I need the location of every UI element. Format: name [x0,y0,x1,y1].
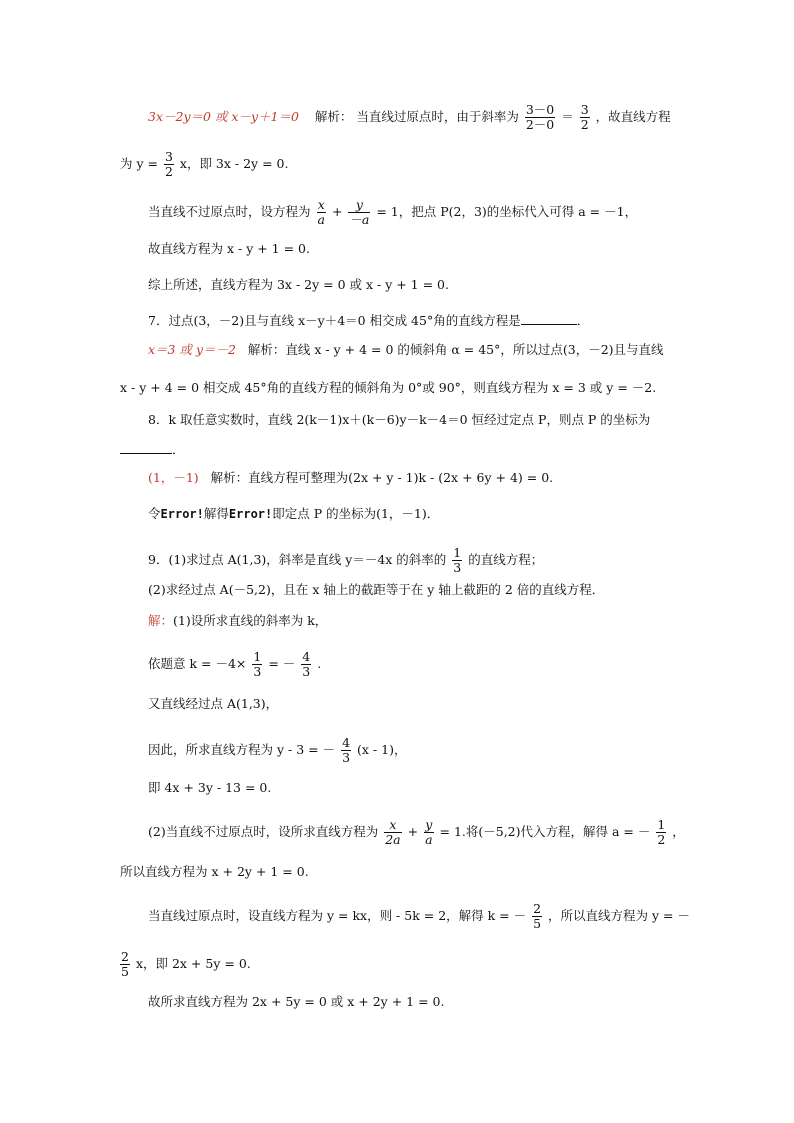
answer-line-6: 3x－2y＝0 或 x－y＋1＝0 解析： 当直线过原点时，由于斜率为 $\frac{3-0}{2-0}$ ＝ $\frac{3}{2}$ ，故直线方程 [148,102,671,132]
result-line: 故直线方程为 x - y + 1 = 0. [148,241,310,256]
fraction-4-3: $\frac{4}{3}$ [302,649,311,679]
answer-7: x＝3 或 y＝－2 解析：直线 x - y + 4 = 0 的倾斜角 α = 45°，所以过点(3，－2)且与直线 [148,342,664,357]
analysis-tag: 解析： [314,109,353,124]
question-7: 7．过点(3，－2)且与直线 x－y＋4＝0 相交成 45°角的直线方程是 ． [148,313,590,328]
case-not-origin: 当直线不过原点时，设方程为 $\frac{x}{a}$ + $\frac{y}{-a}$ = 1，把点 P(2，3)的坐标代入可得 a = －1， [148,197,638,227]
question-8-blank: ． [120,440,185,460]
solution-part2: (2)当直线不过原点时，设所求直线方程为 $\frac{x}{2a}$ + $\frac{y}{a}$ = 1.将(－5,2)代入方程，解得 a = － $\frac{1}{2}$ ， [148,817,685,847]
solution-origin-result: $\frac{2}{5}$ x，即 2x + 5y = 0. [121,949,251,979]
fraction-1-3: $\frac{1}{3}$ [453,545,462,575]
error-marker: Error! [160,507,204,521]
solution-equation: 因此，所求直线方程为 y - 3 = － $\frac{4}{3}$ (x - 1)， [148,735,407,765]
answer-blank [521,312,577,325]
solution-result-1: 即 4x + 3y - 13 = 0. [148,780,272,795]
fraction-3-2: $\frac{3}{2}$ [164,149,173,179]
answer-blank [120,441,172,454]
fraction-x-a: $\frac{x}{a}$ [317,197,325,227]
fraction-4-3: $\frac{4}{3}$ [342,735,351,765]
slope-value-fraction: $\frac{3}{2}$ [580,102,589,132]
error-marker: Error! [228,507,273,521]
answer-7-cont: x - y + 4 = 0 相交成 45°角的直线方程的倾斜角为 0°或 90°，则直线方程为 x = 3 或 y = －2. [120,380,657,395]
final-answer: 故所求直线方程为 2x + 5y = 0 或 x + 2y + 1 = 0. [148,994,445,1009]
answer-6: 3x－2y＝0 或 x－y＋1＝0 [148,109,299,124]
solution-point: 又直线经过点 A(1,3)， [148,696,279,711]
equation-line: 为 y = $\frac{3}{2}$ x，即 3x - 2y = 0. [120,149,289,179]
fraction-2-5: $\frac{2}{5}$ [533,901,542,931]
fraction-1-3: $\frac{1}{3}$ [253,649,262,679]
analysis-text: 当直线过原点时，由于斜率为 [356,109,519,124]
answer-8: (1，－1) 解析：直线方程可整理为(2x + y - 1)k - (2x + 6y + 4) = 0. [148,470,554,485]
fraction-x-2a: $\frac{x}{2a}$ [385,817,401,847]
summary-line: 综上所述，直线方程为 3x - 2y = 0 或 x - y + 1 = 0. [148,277,449,292]
question-9-part2: (2)求经过点 A(－5,2)，且在 x 轴上的截距等于在 y 轴上截距的 2 倍的直线方程． [148,582,605,597]
question-8: 8．k 取任意实数时，直线 2(k－1)x＋(k－6)y－k－4＝0 恒经过定点 P，则点 P 的坐标为 [148,412,651,427]
slope-fraction: $\frac{3-0}{2-0}$ [525,102,555,132]
solution-start: 解：(1)设所求直线的斜率为 k， [148,613,328,628]
solution-origin-case: 当直线过原点时，设直线方程为 y = kx，则 - 5k = 2，解得 k = － $\frac{2}{5}$ ，所以直线方程为 y = － [148,901,691,931]
fraction-y-a: $\frac{y}{a}$ [425,817,433,847]
fraction-y-neg-a: $\frac{y}{-a}$ [349,197,370,227]
answer-8-cont: 令Error!解得Error!即定点 P 的坐标为(1，－1)． [148,506,440,521]
solution-slope: 依题意 k = －4× $\frac{1}{3}$ = － $\frac{4}{3}$ . [148,649,322,679]
fraction-2-5: $\frac{2}{5}$ [121,949,129,979]
solution-result-2: 所以直线方程为 x + 2y + 1 = 0. [120,864,309,879]
fraction-1-2: $\frac{1}{2}$ [657,817,666,847]
question-9-part1: 9．(1)求过点 A(1,3)，斜率是直线 y＝－4x 的斜率的 $\frac{1}{3}$ 的直线方程； [148,545,544,575]
